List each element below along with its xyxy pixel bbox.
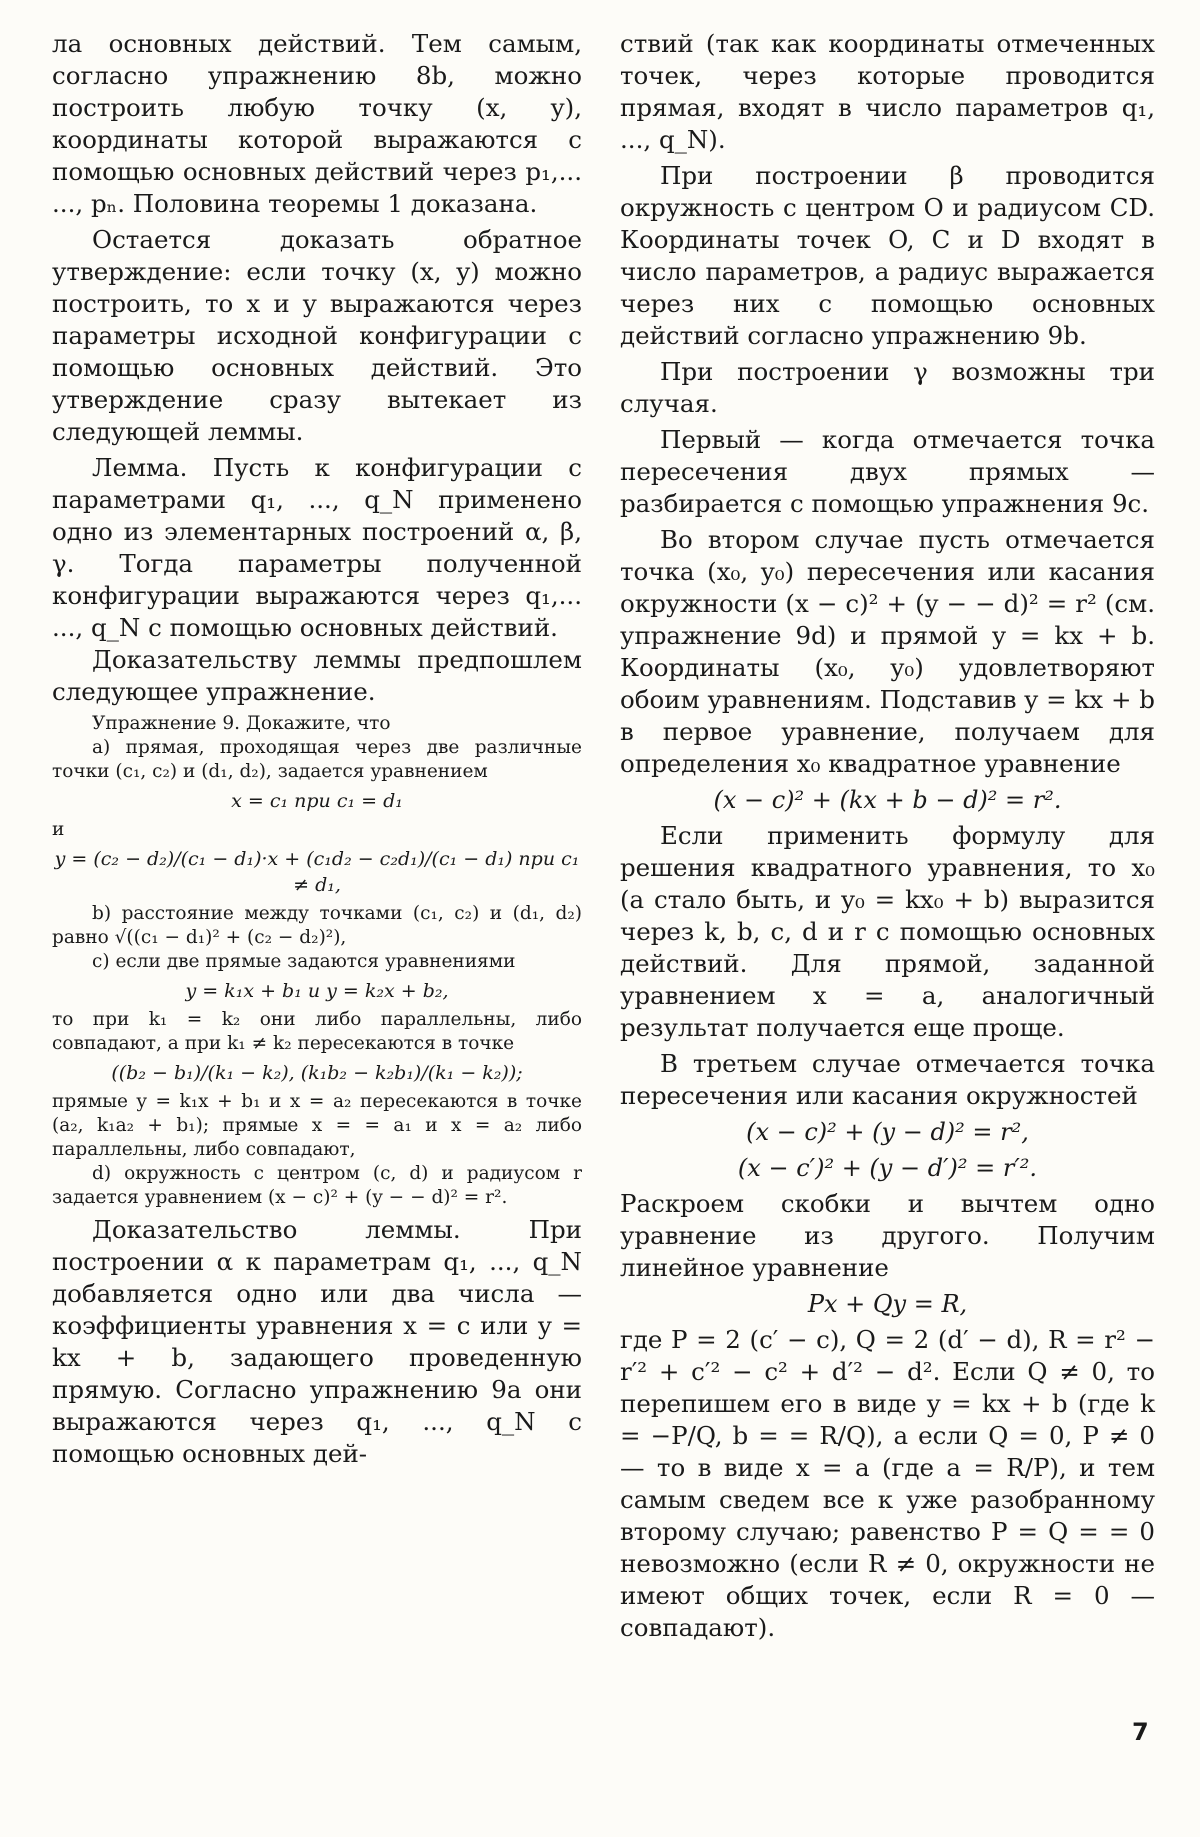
paragraph: Во втором случае пусть отмечается точка (x₀, y₀) пересечения или касания окружности (x − c)² + (y − − d)² = r² (см. упражнение 9d) и прямой y = kx + b. Координаты (x₀, y₀) удовлетворяют обоим уравнениям. Подставив y = kx + b в первое уравнение, получаем для определения x₀ квадратное уравнение — [620, 525, 1155, 778]
paragraph: При построении γ возможны три случая. — [620, 357, 1155, 418]
paragraph: Первый — когда отмечается точка пересечения двух прямых — разбирается с помощью упражнения 9c. — [620, 425, 1155, 518]
paragraph: Доказательству леммы предпошлем следующее упражнение. — [52, 645, 582, 706]
exercise-title: Упражнение 9. Докажите, что — [92, 713, 391, 734]
proof-paragraph: Доказательство леммы. При построении α к параметрам q₁, ..., q_N добавляется одно или два числа — коэффициенты уравнения x = c или y = kx + b, задающего проведенную прямую. Согласно упражнению 9a они выражаются через q₁, ..., q_N с помощью основных дей- — [52, 1215, 582, 1468]
equation: y = (c₂ − d₂)/(c₁ − d₁)·x + (c₁d₂ − c₂d₁)/(c₁ − d₁) при c₁ ≠ d₁, — [54, 848, 580, 896]
paragraph: ствий (так как координаты отмеченных точек, через которые проводится прямая, входят в число параметров q₁, ..., q_N). — [620, 29, 1155, 154]
paragraph: ла основных действий. Тем самым, согласно упражнению 8b, можно построить любую точку (x, y), координаты которой выражаются с помощью основных действий через p₁,... ..., pₙ. Половина теоремы 1 доказана. — [52, 29, 582, 218]
paragraph: Остается доказать обратное утверждение: если точку (x, y) можно построить, то x и y выражаются через параметры исходной конфигурации с помощью основных действий. Это утверждение сразу вытекает из следующей леммы. — [52, 225, 582, 446]
paragraph: где P = 2 (c′ − c), Q = 2 (d′ − d), R = r² − r′² + c′² − c² + d′² − d². Если Q ≠ 0, то перепишем его в виде y = kx + b (где k = −P/Q, b = = R/Q), а если Q = 0, P ≠ 0 — то в виде x = a (где a = R/P), и тем самым сведем все к уже разобранному второму случаю; равенство P = Q = = 0 невозможно (если R ≠ 0, окружности не имеют общих точек, если R = 0 — совпадают). — [620, 1325, 1155, 1642]
lemma-paragraph: Лемма. Пусть к конфигурации с параметрами q₁, ..., q_N применено одно из элементарных построений α, β, γ. Тогда параметры полученной конфигурации выражаются через q₁,... ..., q_N с помощью основных действий. — [52, 453, 582, 642]
conjunction: и — [52, 819, 65, 840]
paragraph: то при k₁ = k₂ они либо параллельны, либо совпадают, а при k₁ ≠ k₂ пересекаются в точке — [52, 1009, 582, 1054]
equation: ((b₂ − b₁)/(k₁ − k₂), (k₁b₂ − k₂b₁)/(k₁ − k₂)); — [111, 1062, 523, 1084]
exercise-item-d: d) окружность с центром (c, d) и радиусом r задается уравнением (x − c)² + (y − − d)² = r². — [52, 1163, 582, 1208]
paragraph: При построении β проводится окружность с центром O и радиусом CD. Координаты точек O, C и D входят в число параметров, а радиус выражается через них с помощью основных действий согласно упражнению 9b. — [620, 161, 1155, 350]
equation: (x − c)² + (kx + b − d)² = r². — [713, 786, 1062, 814]
page-number: 7 — [1132, 1718, 1149, 1746]
equation: (x − c′)² + (y − d′)² = r′². — [737, 1154, 1038, 1182]
exercise-item-a: a) прямая, проходящая через две различные точки (c₁, c₂) и (d₁, d₂), задается уравнением — [52, 737, 582, 782]
paragraph: В третьем случае отмечается точка пересечения или касания окружностей — [620, 1049, 1155, 1110]
equation: Px + Qy = R, — [807, 1290, 968, 1318]
exercise-item-b: b) расстояние между точками (c₁, c₂) и (d₁, d₂) равно √((c₁ − d₁)² + (c₂ − d₂)²), — [52, 903, 582, 948]
equation: x = c₁ при c₁ = d₁ — [231, 790, 403, 812]
exercise-item-c: c) если две прямые задаются уравнениями — [92, 951, 516, 972]
right-column — [620, 28, 1155, 1644]
equation: (x − c)² + (y − d)² = r², — [746, 1118, 1029, 1146]
paragraph: Раскроем скобки и вычтем одно уравнение из другого. Получим линейное уравнение — [620, 1189, 1155, 1282]
paragraph: прямые y = k₁x + b₁ и x = a₂ пересекаются в точке (a₂, k₁a₂ + b₁); прямые x = = a₁ и x = a₂ либо параллельны, либо совпадают, — [52, 1091, 582, 1160]
equation: y = k₁x + b₁ и y = k₂x + b₂, — [185, 980, 449, 1002]
paragraph: Если применить формулу для решения квадратного уравнения, то x₀ (а стало быть, и y₀ = kx₀ + b) выразится через k, b, c, d и r с помощью основных действий. Для прямой, заданной уравнением x = a, аналогичный результат получается еще проще. — [620, 821, 1155, 1042]
left-column — [52, 28, 582, 1470]
